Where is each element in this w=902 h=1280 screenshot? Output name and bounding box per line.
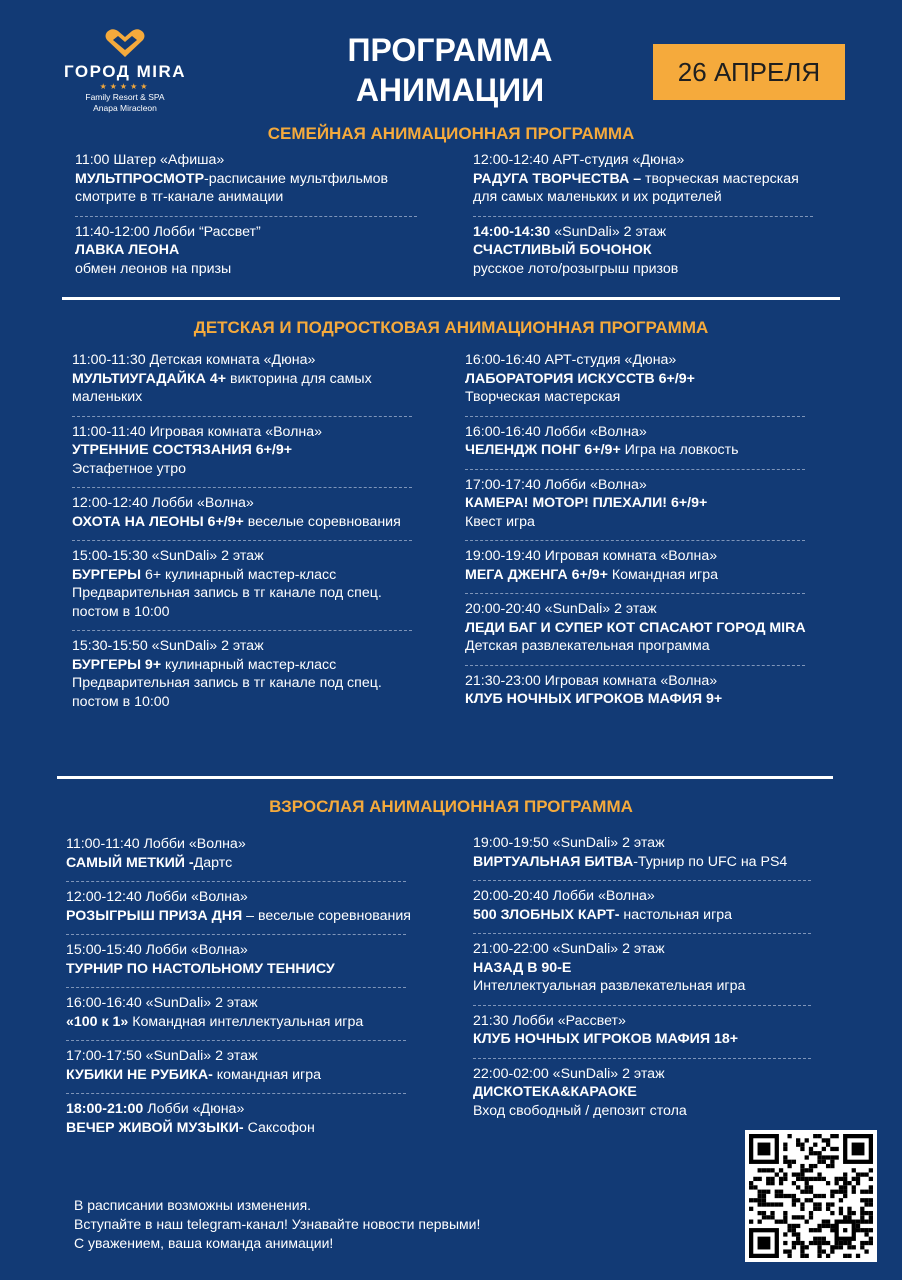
dashed-separator [473, 880, 811, 881]
event-place: «SunDali» 2 этаж [550, 223, 667, 240]
event-place: 12:00-12:40 Лобби «Волна» [66, 889, 248, 905]
dashed-separator [66, 881, 406, 882]
event-place: 16:00-16:40 АРТ-студия «Дюна» [465, 352, 677, 368]
event-name: САМЫЙ МЕТКИЙ - [66, 854, 194, 871]
event-tail: Дартс [193, 854, 233, 871]
event-title [473, 853, 873, 872]
event-place: 17:00-17:50 «SunDali» 2 этаж [66, 1048, 258, 1064]
dashed-separator [72, 630, 412, 631]
event-title [66, 1119, 466, 1138]
telegram-qr-code[interactable] [745, 1130, 877, 1262]
event-place: 12:00-12:40 Лобби «Волна» [72, 495, 254, 511]
event-title [473, 1083, 873, 1102]
event-place: 11:00 Шатер «Афиша» [75, 152, 225, 168]
event-description: Творческая мастерская [465, 389, 621, 405]
event-item [473, 151, 873, 209]
event-place: 15:00-15:40 Лобби «Волна» [66, 942, 248, 958]
event-item [72, 351, 452, 409]
event-title [465, 566, 885, 585]
event-description: Предварительная запись в тг канале под спец. [72, 675, 382, 691]
kids-right-column [465, 351, 885, 711]
dashed-separator [465, 665, 805, 666]
adult-left-column [66, 835, 466, 1139]
event-time [473, 223, 873, 242]
event-name: БУРГЕРЫ [72, 566, 141, 583]
event-name: МУЛЬТПРОСМОТР [75, 170, 205, 187]
event-time [66, 941, 466, 960]
event-time [66, 1100, 466, 1119]
event-name: 500 ЗЛОБНЫХ КАРТ- [473, 906, 620, 923]
event-description: Эстафетное утро [72, 460, 187, 477]
heart-logo-icon [104, 28, 146, 58]
event-title [66, 1066, 466, 1085]
adult-section-title: ВЗРОСЛАЯ АНИМАЦИОННАЯ ПРОГРАММА [269, 797, 633, 816]
event-time [72, 351, 452, 370]
event-time [66, 888, 466, 907]
event-title [465, 441, 885, 460]
event-name: КЛУБ НОЧНЫХ ИГРОКОВ МАФИЯ 18+ [473, 1031, 739, 1047]
dashed-separator [465, 593, 805, 594]
event-time [75, 151, 455, 170]
event-place: 11:00-11:40 Лобби «Волна» [66, 836, 246, 852]
event-place: 20:00-20:40 «SunDali» 2 этаж [465, 601, 657, 617]
event-time [473, 887, 873, 906]
event-name: ВИРТУАЛЬНАЯ БИТВА [473, 853, 634, 870]
event-place: 16:00-16:40 Лобби «Волна» [465, 423, 647, 440]
event-title [473, 170, 873, 189]
event-tail: Саксофон [243, 1119, 315, 1136]
event-title [72, 370, 452, 389]
event-description: смотрите в тг-канале анимации [75, 189, 284, 205]
event-item [66, 888, 466, 927]
event-name: КЛУБ НОЧНЫХ ИГРОКОВ МАФИЯ 9+ [465, 691, 723, 707]
event-description: постом в 10:00 [72, 693, 170, 710]
footer-line1: В расписании возможны изменения. [74, 1197, 312, 1213]
event-time [66, 994, 466, 1013]
event-item [75, 223, 455, 281]
event-name: УТРЕННИЕ СОСТЯЗАНИЯ 6+/9+ [72, 442, 293, 458]
event-time-start: 18:00-21:00 [66, 1101, 144, 1117]
event-tail: -расписание мультфильмов [204, 170, 389, 187]
event-title [66, 907, 466, 926]
section-divider [62, 297, 840, 300]
event-tail: командная игра [212, 1066, 321, 1083]
event-tail: кулинарный мастер-класс [161, 656, 337, 673]
event-title [465, 370, 885, 389]
event-name: ЛАВКА ЛЕОНА [75, 242, 180, 258]
event-place: 11:00-11:30 Детская комната «Дюна» [72, 352, 316, 368]
event-place: 19:00-19:50 «SunDali» 2 этаж [473, 835, 665, 851]
event-time [473, 940, 873, 959]
event-time [465, 423, 885, 442]
event-item [72, 637, 452, 713]
event-item [465, 547, 885, 586]
event-tail: -Турнир по UFC на PS4 [633, 853, 788, 870]
logo-name: ГОРОД MIRA [63, 62, 187, 81]
event-place: 11:00-11:40 Игровая комната «Волна» [72, 423, 323, 440]
event-item [473, 1012, 873, 1051]
dashed-separator [72, 540, 412, 541]
event-item [465, 476, 885, 534]
event-place: 16:00-16:40 «SunDali» 2 этаж [66, 995, 258, 1011]
event-place: 15:30-15:50 «SunDali» 2 этаж [72, 638, 264, 654]
event-tail: творческая мастерская [641, 170, 799, 187]
event-title [75, 170, 455, 189]
event-item [465, 672, 885, 711]
adult-right-column [473, 834, 873, 1122]
event-name: ВЕЧЕР ЖИВОЙ МУЗЫКИ- [66, 1119, 244, 1136]
event-name: РОЗЫГРЫШ ПРИЗА ДНЯ [66, 907, 243, 924]
title-line2: АНИМАЦИИ [355, 72, 545, 108]
event-place: 17:00-17:40 Лобби «Волна» [465, 476, 647, 493]
event-place: 21:30 Лобби «Рассвет» [473, 1012, 626, 1029]
event-item [72, 494, 452, 533]
event-time [473, 1065, 873, 1084]
event-time-start: 14:00-14:30 [473, 223, 551, 240]
event-description: маленьких [72, 389, 143, 405]
event-place: 22:00-02:00 «SunDali» 2 этаж [473, 1065, 665, 1082]
event-item [473, 223, 873, 281]
dashed-separator [66, 934, 406, 935]
family-left-column [75, 151, 455, 280]
event-item [72, 423, 452, 481]
event-item [465, 600, 885, 658]
kids-left-column [72, 351, 452, 713]
event-tail: Командная игра [607, 566, 718, 583]
event-time [465, 547, 885, 566]
event-title [72, 656, 452, 675]
qr-code-icon [749, 1134, 873, 1258]
event-item [72, 547, 452, 623]
event-tail: веселые соревнования [243, 513, 401, 530]
event-item [465, 351, 885, 409]
event-place: 15:00-15:30 «SunDali» 2 этаж [72, 548, 264, 564]
event-item [66, 1100, 466, 1139]
event-time [66, 835, 466, 854]
event-title [72, 513, 452, 532]
event-time [72, 423, 452, 442]
dashed-separator [66, 987, 406, 988]
family-right-column [473, 151, 873, 280]
event-time [66, 1047, 466, 1066]
event-item [66, 1047, 466, 1086]
event-item [66, 835, 466, 874]
footer-note [74, 1196, 480, 1253]
event-place: 19:00-19:40 Игровая комната «Волна» [465, 548, 718, 564]
event-item [465, 423, 885, 462]
event-tail: Командная интеллектуальная игра [128, 1013, 364, 1030]
event-name: МЕГА ДЖЕНГА 6+/9+ [465, 566, 608, 583]
event-name: БУРГЕРЫ 9+ [72, 656, 162, 673]
event-place: 21:30-23:00 Игровая комната «Волна» [465, 672, 718, 689]
event-time [473, 151, 873, 170]
event-time [465, 672, 885, 691]
event-description: Интеллектуальная развлекательная игра [473, 978, 746, 994]
dashed-separator [66, 1093, 406, 1094]
event-title [66, 854, 466, 873]
dashed-separator [465, 416, 805, 417]
event-title [465, 494, 885, 513]
footer-line2: Вступайте в наш telegram-канал! Узнавайте новости первыми! [74, 1216, 481, 1232]
event-time [465, 600, 885, 619]
event-name: ЛАБОРАТОРИЯ ИСКУССТВ 6+/9+ [465, 370, 695, 387]
event-item [473, 887, 873, 926]
event-tail: викторина для самых [226, 370, 372, 387]
event-place: 11:40-12:00 Лобби “Рассвет” [75, 223, 261, 240]
event-title [465, 619, 885, 638]
page-title [300, 30, 600, 110]
event-title [473, 1030, 873, 1049]
event-description: обмен леонов на призы [75, 260, 232, 277]
event-item [75, 151, 455, 209]
event-item [66, 994, 466, 1033]
event-name: ОХОТА НА ЛЕОНЫ 6+/9+ [72, 513, 244, 530]
event-name: НАЗАД В 90-Е [473, 959, 572, 976]
event-item [473, 940, 873, 998]
event-item [473, 1065, 873, 1123]
dashed-separator [473, 1058, 811, 1059]
event-name: ТУРНИР ПО НАСТОЛЬНОМУ ТЕННИСУ [66, 960, 335, 977]
event-name: КУБИКИ НЕ РУБИКА- [66, 1066, 213, 1083]
event-title [473, 906, 873, 925]
dashed-separator [66, 1040, 406, 1041]
kids-section-title: ДЕТСКАЯ И ПОДРОСТКОВАЯ АНИМАЦИОННАЯ ПРОГРАММА [193, 318, 709, 337]
event-tail: – веселые соревнования [242, 907, 411, 924]
event-title [465, 690, 885, 709]
event-name: «100 к 1» [66, 1013, 129, 1030]
dashed-separator [473, 1005, 811, 1006]
event-title [75, 241, 455, 260]
event-title [473, 959, 873, 978]
dashed-separator [473, 216, 813, 217]
event-time [72, 547, 452, 566]
event-description: Предварительная запись в тг канале под спец. [72, 585, 382, 601]
event-name: ЛЕДИ БАГ И СУПЕР КОТ СПАСАЮТ ГОРОД MIRA [465, 619, 806, 636]
event-name: ЧЕЛЕНДЖ ПОНГ 6+/9+ [465, 442, 621, 458]
event-tail: настольная игра [619, 906, 733, 923]
event-place: 21:00-22:00 «SunDali» 2 этаж [473, 941, 665, 957]
logo-line1: Family Resort & SPA [85, 92, 165, 102]
event-time [473, 834, 873, 853]
event-item [473, 834, 873, 873]
event-place: Лобби «Дюна» [143, 1101, 245, 1117]
event-place: 20:00-20:40 Лобби «Волна» [473, 888, 655, 904]
event-title [72, 441, 452, 460]
event-name: СЧАСТЛИВЫЙ БОЧОНОК [473, 242, 652, 258]
event-description: Квест игра [465, 513, 535, 530]
dashed-separator [72, 487, 412, 488]
event-time [473, 1012, 873, 1031]
dashed-separator [72, 416, 412, 417]
event-place: 12:00-12:40 АРТ-студия «Дюна» [473, 152, 685, 168]
title-line1: ПРОГРАММА [347, 32, 553, 68]
date-badge: 26 АПРЕЛЯ [653, 44, 845, 100]
logo-line2: Anapa Miracleon [93, 103, 157, 113]
event-title [72, 566, 452, 585]
dashed-separator [75, 216, 417, 217]
event-time [75, 223, 455, 242]
family-section-title: СЕМЕЙНАЯ АНИМАЦИОННАЯ ПРОГРАММА [267, 124, 635, 143]
dashed-separator [465, 469, 805, 470]
resort-logo [50, 28, 200, 114]
event-name: КАМЕРА! МОТОР! ПЛЕХАЛИ! 6+/9+ [465, 495, 708, 511]
event-time [465, 351, 885, 370]
section-divider [57, 776, 833, 779]
event-description: для самых маленьких и их родителей [473, 189, 722, 205]
event-name: МУЛЬТИУГАДАЙКА 4+ [72, 370, 227, 387]
dashed-separator [473, 933, 811, 934]
event-name: РАДУГА ТВОРЧЕСТВА – [473, 170, 642, 187]
footer-line3: С уважением, ваша команда анимации! [74, 1235, 334, 1251]
event-title [473, 241, 873, 260]
event-title [66, 960, 466, 979]
dashed-separator [465, 540, 805, 541]
event-name: ДИСКОТЕКА&КАРАОКЕ [473, 1084, 637, 1100]
event-description: русское лото/розыгрыш призов [473, 260, 679, 277]
event-title [66, 1013, 466, 1032]
event-description: постом в 10:00 [72, 603, 170, 620]
event-description: Детская развлекательная программа [465, 638, 710, 654]
event-time [72, 494, 452, 513]
logo-stars: ★★★★★ [99, 82, 151, 91]
event-description: Вход свободный / депозит стола [473, 1102, 687, 1119]
event-item [66, 941, 466, 980]
event-time [72, 637, 452, 656]
event-tail: Игра на ловкость [620, 442, 739, 458]
event-time [465, 476, 885, 495]
event-tail: 6+ кулинарный мастер-класс [141, 566, 337, 583]
